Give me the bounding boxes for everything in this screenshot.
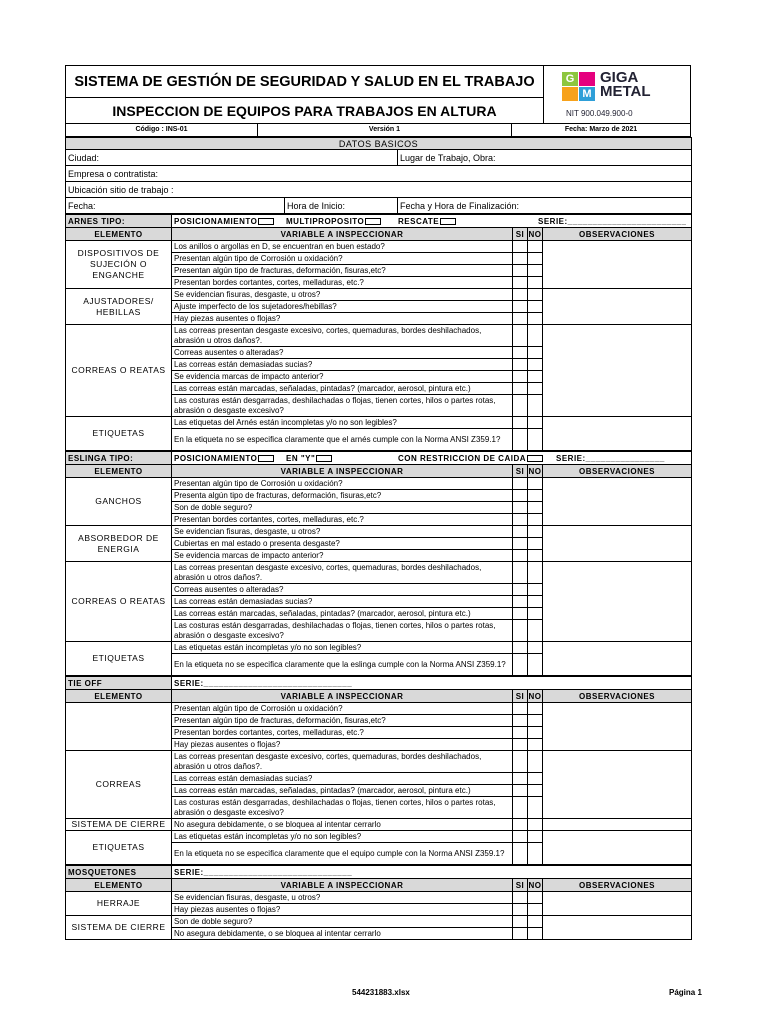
mosquetones-question: Son de doble seguro? [172, 916, 513, 928]
inspection-sheet [65, 65, 691, 940]
document-header [65, 65, 691, 124]
si-checkbox[interactable] [513, 584, 528, 596]
arnes-table [65, 214, 692, 451]
no-checkbox[interactable] [528, 265, 543, 277]
arnes-multiproposito-checkbox[interactable] [365, 218, 381, 225]
si-checkbox[interactable] [513, 831, 528, 843]
mosquetones-col-elemento: ELEMENTO [66, 879, 172, 892]
arnes-tipo-label: ARNES TIPO: [66, 215, 172, 228]
arnes-col-no: NO [528, 229, 542, 239]
no-checkbox[interactable] [528, 538, 543, 550]
no-checkbox[interactable] [528, 550, 543, 562]
no-checkbox[interactable] [528, 727, 543, 739]
tieoff-question: Las correas están marcadas, señaladas, pintadas? (marcador, aerosol, pintura etc.) [172, 785, 513, 797]
observaciones-cell[interactable] [543, 325, 692, 417]
eslinga-question: Las etiquetas están incompletas y/o no son legibles? [172, 642, 513, 654]
no-checkbox[interactable] [528, 843, 543, 865]
si-checkbox[interactable] [513, 928, 528, 940]
document-code: Código : INS-01 [66, 124, 258, 136]
si-checkbox[interactable] [513, 538, 528, 550]
arnes-col-elemento: ELEMENTO [66, 228, 172, 241]
logo-orange-tile [562, 87, 578, 101]
eslinga-question: En la etiqueta no se especifica claramente que la eslinga cumple con la Norma ANSI Z359.1? [172, 654, 513, 676]
mosquetones-question: Hay piezas ausentes o flojas? [172, 904, 513, 916]
arnes-question: Los anillos o argollas en D, se encuentran en buen estado? [172, 241, 513, 253]
si-checkbox[interactable] [513, 904, 528, 916]
arnes-col-variable: VARIABLE A INSPECCIONAR [172, 228, 513, 241]
eslinga-col-variable: VARIABLE A INSPECCIONAR [172, 465, 513, 478]
mosquetones-tipo-label: MOSQUETONES [66, 866, 172, 879]
si-checkbox[interactable] [513, 301, 528, 313]
arnes-question: Las correas están demasiadas sucias? [172, 359, 513, 371]
no-checkbox[interactable] [528, 654, 543, 676]
no-checkbox[interactable] [528, 490, 543, 502]
si-checkbox[interactable] [513, 751, 528, 773]
si-checkbox[interactable] [513, 715, 528, 727]
no-checkbox[interactable] [528, 904, 543, 916]
arnes-col-si: SI [513, 228, 528, 241]
header-titles [66, 66, 544, 123]
tieoff-col-no: NO [528, 691, 542, 701]
lugar-trabajo-field[interactable]: Lugar de Trabajo, Obra: [398, 150, 692, 166]
eslinga-col-elemento: ELEMENTO [66, 465, 172, 478]
si-checkbox[interactable] [513, 608, 528, 620]
si-checkbox[interactable] [513, 371, 528, 383]
arnes-opt-rescate-label: RESCATE [398, 216, 440, 226]
eslinga-en-y-checkbox[interactable] [316, 455, 332, 462]
eslinga-question: Se evidencia marcas de impacto anterior? [172, 550, 513, 562]
eslinga-col-si: SI [513, 465, 528, 478]
mosquetones-element-sistema-cierre: SISTEMA DE CIERRE [66, 916, 172, 940]
tieoff-tipo-label: TIE OFF [66, 677, 172, 690]
mosquetones-serie-field[interactable]: SERIE:______________________________ [172, 866, 692, 879]
no-checkbox[interactable] [528, 383, 543, 395]
eslinga-opt-restriccion-label: CON RESTRICCION DE CAIDA [398, 453, 527, 463]
si-checkbox[interactable] [513, 277, 528, 289]
observaciones-cell[interactable] [543, 562, 692, 642]
tieoff-question: Las correas presentan desgaste excesivo, cortes, quemaduras, bordes deshilachados, abrasión u otros daños?. [172, 751, 513, 773]
eslinga-tipo-options [172, 452, 692, 465]
datos-basicos-title: DATOS BASICOS [66, 138, 692, 150]
eslinga-element-etiquetas: ETIQUETAS [66, 642, 172, 676]
no-checkbox[interactable] [528, 526, 543, 538]
si-checkbox[interactable] [513, 383, 528, 395]
eslinga-question: Son de doble seguro? [172, 502, 513, 514]
eslinga-table [65, 451, 692, 676]
tieoff-question: En la etiqueta no se especifica claramente que el equipo cumple con la Norma ANSI Z359.1? [172, 843, 513, 865]
no-checkbox[interactable] [528, 596, 543, 608]
arnes-question: En la etiqueta no se especifica claramente que el arnés cumple con la Norma ANSI Z359.1? [172, 429, 513, 451]
no-checkbox[interactable] [528, 892, 543, 904]
eslinga-col-no: NO [528, 466, 542, 476]
arnes-question: Las etiquetas del Arnés están incompletas y/o no son legibles? [172, 417, 513, 429]
tieoff-table [65, 676, 692, 865]
arnes-question: Ajuste imperfecto de los sujetadores/hebillas? [172, 301, 513, 313]
company-logo [544, 66, 690, 123]
no-checkbox[interactable] [528, 241, 543, 253]
tieoff-question: Hay piezas ausentes o flojas? [172, 739, 513, 751]
si-checkbox[interactable] [513, 550, 528, 562]
no-checkbox[interactable] [528, 289, 543, 301]
no-checkbox[interactable] [528, 478, 543, 490]
no-checkbox[interactable] [528, 313, 543, 325]
si-checkbox[interactable] [513, 797, 528, 819]
no-checkbox[interactable] [528, 608, 543, 620]
si-checkbox[interactable] [513, 892, 528, 904]
document-date: Fecha: Marzo de 2021 [564, 126, 638, 133]
no-checkbox[interactable] [528, 325, 543, 347]
observaciones-cell[interactable] [543, 831, 692, 865]
arnes-opt-multiproposito-label: MULTIPROPOSITO [286, 216, 365, 226]
mosquetones-col-no: NO [528, 880, 542, 890]
no-checkbox[interactable] [528, 562, 543, 584]
si-checkbox[interactable] [513, 289, 528, 301]
si-checkbox[interactable] [513, 526, 528, 538]
document-version: Versión 1 [258, 124, 512, 136]
tieoff-col-elemento: ELEMENTO [66, 690, 172, 703]
no-checkbox[interactable] [528, 831, 543, 843]
arnes-question: Hay piezas ausentes o flojas? [172, 313, 513, 325]
logo-pink-tile [579, 72, 595, 86]
si-checkbox[interactable] [513, 359, 528, 371]
tieoff-element-correas: CORREAS [66, 751, 172, 819]
observaciones-cell[interactable] [543, 289, 692, 325]
si-checkbox[interactable] [513, 642, 528, 654]
observaciones-cell[interactable] [543, 526, 692, 562]
no-checkbox[interactable] [528, 253, 543, 265]
tieoff-question: Presentan bordes cortantes, cortes, melladuras, etc.? [172, 727, 513, 739]
mosquetones-question: Se evidencian fisuras, desgaste, u otros? [172, 892, 513, 904]
no-checkbox[interactable] [528, 797, 543, 819]
eslinga-question: Presentan bordes cortantes, cortes, melladuras, etc.? [172, 514, 513, 526]
document-subtitle: INSPECCION DE EQUIPOS PARA TRABAJOS EN ALTURA [112, 103, 497, 119]
no-checkbox[interactable] [528, 359, 543, 371]
eslinga-question: Cubiertas en mal estado o presenta desgaste? [172, 538, 513, 550]
observaciones-cell[interactable] [543, 478, 692, 526]
eslinga-element-correas: CORREAS O REATAS [66, 562, 172, 642]
tieoff-element-etiquetas: ETIQUETAS [66, 831, 172, 865]
si-checkbox[interactable] [513, 785, 528, 797]
si-checkbox[interactable] [513, 596, 528, 608]
arnes-serie-field[interactable]: SERIE:________________________ [538, 216, 687, 226]
ciudad-field[interactable]: Ciudad: [66, 150, 398, 166]
arnes-tipo-options [172, 215, 692, 228]
si-checkbox[interactable] [513, 325, 528, 347]
eslinga-opt-posicionamiento-label: POSICIONAMIENTO [174, 453, 258, 463]
datos-basicos-table [65, 137, 692, 214]
si-checkbox[interactable] [513, 478, 528, 490]
no-checkbox[interactable] [528, 417, 543, 429]
si-checkbox[interactable] [513, 265, 528, 277]
arnes-element-correas: CORREAS O REATAS [66, 325, 172, 417]
eslinga-posicionamiento-checkbox[interactable] [258, 455, 274, 462]
observaciones-cell[interactable] [543, 642, 692, 676]
eslinga-element-absorbedor: ABSORBEDOR DE ENERGIA [66, 526, 172, 562]
si-checkbox[interactable] [513, 703, 528, 715]
no-checkbox[interactable] [528, 819, 543, 831]
no-checkbox[interactable] [528, 703, 543, 715]
no-checkbox[interactable] [528, 773, 543, 785]
eslinga-question: Las correas están marcadas, señaladas, pintadas? (marcador, aerosol, pintura etc.) [172, 608, 513, 620]
si-checkbox[interactable] [513, 654, 528, 676]
si-checkbox[interactable] [513, 819, 528, 831]
tieoff-col-observaciones: OBSERVACIONES [543, 690, 692, 703]
no-checkbox[interactable] [528, 751, 543, 773]
no-checkbox[interactable] [528, 916, 543, 928]
no-checkbox[interactable] [528, 739, 543, 751]
tieoff-question: Las etiquetas están incompletas y/o no son legibles? [172, 831, 513, 843]
observaciones-cell[interactable] [543, 916, 692, 940]
eslinga-question: Las costuras están desgarradas, deshilachadas o flojas, tienen cortes, hilos o partes rotas, abrasión o desgaste excesivo? [172, 620, 513, 642]
mosquetones-col-si: SI [513, 879, 528, 892]
arnes-rescate-checkbox[interactable] [440, 218, 456, 225]
si-checkbox[interactable] [513, 562, 528, 584]
eslinga-opt-en-y-label: EN "Y" [286, 453, 316, 463]
hora-inicio-field[interactable]: Hora de Inicio: [285, 198, 398, 214]
observaciones-cell[interactable] [543, 417, 692, 451]
no-checkbox[interactable] [528, 301, 543, 313]
observaciones-cell[interactable] [543, 703, 692, 751]
tieoff-question: Presentan algún tipo de Corrosión u oxidación? [172, 703, 513, 715]
eslinga-restriccion-checkbox[interactable] [527, 455, 543, 462]
tieoff-col-variable: VARIABLE A INSPECCIONAR [172, 690, 513, 703]
arnes-question: Presentan algún tipo de fracturas, deformación, fisuras,etc? [172, 265, 513, 277]
fecha-field[interactable]: Fecha: [66, 198, 285, 214]
tieoff-col-si: SI [513, 690, 528, 703]
logo-line-metal: METAL [600, 83, 651, 100]
no-checkbox[interactable] [528, 715, 543, 727]
si-checkbox[interactable] [513, 843, 528, 865]
si-checkbox[interactable] [513, 514, 528, 526]
si-checkbox[interactable] [513, 429, 528, 451]
arnes-posicionamiento-checkbox[interactable] [258, 218, 274, 225]
si-checkbox[interactable] [513, 773, 528, 785]
arnes-element-ajustadores: AJUSTADORES/ HEBILLAS [66, 289, 172, 325]
arnes-element-dispositivos: DISPOSITIVOS DE SUJECIÓN O ENGANCHE [66, 241, 172, 289]
eslinga-question: Las correas están demasiadas sucias? [172, 596, 513, 608]
si-checkbox[interactable] [513, 620, 528, 642]
tieoff-question: Las correas están demasiadas sucias? [172, 773, 513, 785]
arnes-question: Las correas presentan desgaste excesivo, cortes, quemaduras, bordes deshilachados, abrasión u otros daños?. [172, 325, 513, 347]
no-checkbox[interactable] [528, 429, 543, 451]
eslinga-question: Presenta algún tipo de fracturas, deformación, fisuras,etc? [172, 490, 513, 502]
mosquetones-table [65, 865, 692, 940]
arnes-question: Presentan algún tipo de Corrosión u oxidación? [172, 253, 513, 265]
eslinga-question: Las correas presentan desgaste excesivo, cortes, quemaduras, bordes deshilachados, abrasión u otros daños?. [172, 562, 513, 584]
no-checkbox[interactable] [528, 347, 543, 359]
observaciones-cell[interactable] [543, 892, 692, 916]
no-checkbox[interactable] [528, 642, 543, 654]
si-checkbox[interactable] [513, 347, 528, 359]
arnes-element-etiquetas: ETIQUETAS [66, 417, 172, 451]
si-checkbox[interactable] [513, 727, 528, 739]
eslinga-question: Presentan algún tipo de Corrosión u oxidación? [172, 478, 513, 490]
eslinga-col-observaciones: OBSERVACIONES [543, 465, 692, 478]
si-checkbox[interactable] [513, 313, 528, 325]
si-checkbox[interactable] [513, 490, 528, 502]
arnes-question: Correas ausentes o alteradas? [172, 347, 513, 359]
tieoff-element-sistema-cierre: SISTEMA DE CIERRE [66, 819, 172, 831]
fecha-finalizacion-field[interactable]: Fecha y Hora de Finalización: [398, 198, 692, 214]
arnes-question: Presentan bordes cortantes, cortes, melladuras, etc.? [172, 277, 513, 289]
si-checkbox[interactable] [513, 253, 528, 265]
no-checkbox[interactable] [528, 502, 543, 514]
tieoff-element-blank [66, 703, 172, 751]
arnes-opt-posicionamiento-label: POSICIONAMIENTO [174, 216, 258, 226]
mosquetones-col-variable: VARIABLE A INSPECCIONAR [172, 879, 513, 892]
eslinga-question: Se evidencian fisuras, desgaste, u otros? [172, 526, 513, 538]
tieoff-question: Las costuras están desgarradas, deshilachadas o flojas, tienen cortes, hilos o partes rotas, abrasión o desgaste excesivo? [172, 797, 513, 819]
no-checkbox[interactable] [528, 785, 543, 797]
mosquetones-col-observaciones: OBSERVACIONES [543, 879, 692, 892]
tieoff-serie-field[interactable]: SERIE:______________________________ [172, 677, 692, 690]
arnes-col-observaciones: OBSERVACIONES [543, 228, 692, 241]
mosquetones-element-herraje: HERRAJE [66, 892, 172, 916]
si-checkbox[interactable] [513, 241, 528, 253]
arnes-question: Las costuras están desgarradas, deshilachadas o flojas, tienen cortes, hilos o partes rotas, abrasión o desgaste excesivo? [172, 395, 513, 417]
logo-nit: NIT 900.049.900-0 [566, 109, 633, 118]
arnes-question: Las correas están marcadas, señaladas, pintadas? (marcador, aerosol, pintura etc.) [172, 383, 513, 395]
arnes-question: Se evidencia marcas de impacto anterior? [172, 371, 513, 383]
si-checkbox[interactable] [513, 916, 528, 928]
no-checkbox[interactable] [528, 371, 543, 383]
no-checkbox[interactable] [528, 514, 543, 526]
no-checkbox[interactable] [528, 928, 543, 940]
footer-page-number: Página 1 [669, 988, 702, 997]
document-code-row [65, 124, 691, 137]
footer-filename: 544231883.xlsx [352, 988, 410, 997]
no-checkbox[interactable] [528, 395, 543, 417]
no-checkbox[interactable] [528, 277, 543, 289]
logo-g-tile: G [562, 72, 578, 86]
document-title: SISTEMA DE GESTIÓN DE SEGURIDAD Y SALUD EN EL TRABAJO [66, 66, 543, 98]
logo-m-tile: M [579, 87, 595, 101]
no-checkbox[interactable] [528, 620, 543, 642]
logo-line-giga: GIGA [600, 69, 639, 86]
ubicacion-field[interactable]: Ubicación sitio de trabajo : [66, 182, 692, 198]
empresa-field[interactable]: Empresa o contratista: [66, 166, 692, 182]
eslinga-tipo-label: ESLINGA TIPO: [66, 452, 172, 465]
si-checkbox[interactable] [513, 502, 528, 514]
tieoff-question: Presentan algún tipo de fracturas, deformación, fisuras,etc? [172, 715, 513, 727]
si-checkbox[interactable] [513, 395, 528, 417]
logo-mark-icon [562, 72, 596, 102]
eslinga-serie-field[interactable]: SERIE:________________ [556, 453, 665, 463]
eslinga-element-ganchos: GANCHOS [66, 478, 172, 526]
logo-wordmark [600, 71, 651, 99]
observaciones-cell[interactable] [543, 751, 692, 819]
eslinga-question: Correas ausentes o alteradas? [172, 584, 513, 596]
si-checkbox[interactable] [513, 417, 528, 429]
no-checkbox[interactable] [528, 584, 543, 596]
tieoff-question: No asegura debidamente, o se bloquea al intentar cerrarlo [172, 819, 513, 831]
observaciones-cell[interactable] [543, 819, 692, 831]
arnes-question: Se evidencian fisuras, desgaste, u otros? [172, 289, 513, 301]
si-checkbox[interactable] [513, 739, 528, 751]
mosquetones-question: No asegura debidamente, o se bloquea al intentar cerrarlo [172, 928, 513, 940]
observaciones-cell[interactable] [543, 241, 692, 289]
